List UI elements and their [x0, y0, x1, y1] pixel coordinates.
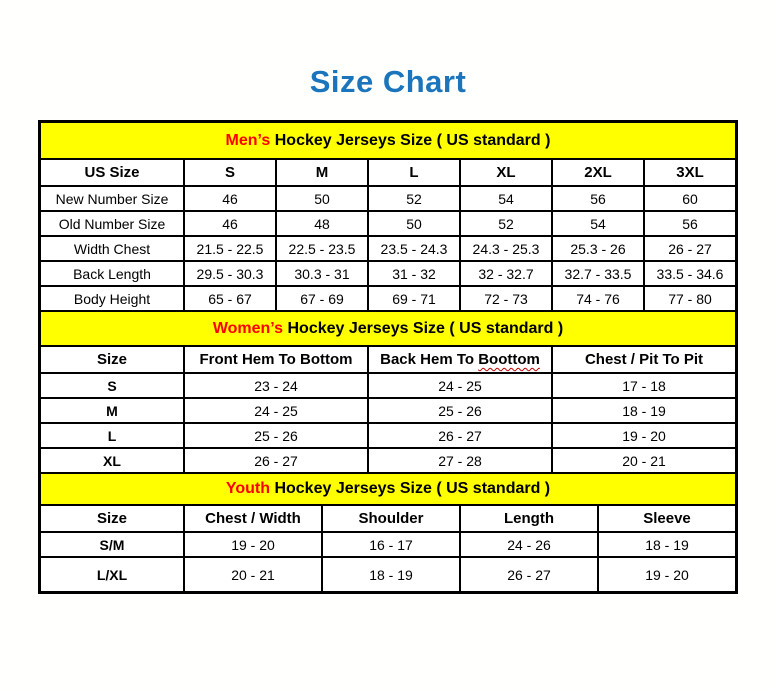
size-value: 21.5 - 22.5 — [184, 236, 276, 261]
column-header: M — [276, 159, 368, 186]
youth-size-table — [39, 472, 737, 593]
row-label: L — [40, 423, 184, 448]
mens-section-title — [40, 122, 736, 159]
row-label: Back Length — [40, 261, 184, 286]
womens-column-header-row — [40, 346, 736, 373]
table-row — [40, 186, 736, 211]
table-row — [40, 557, 736, 592]
size-value: 19 - 20 — [552, 423, 736, 448]
size-value: 23.5 - 24.3 — [368, 236, 460, 261]
size-value: 56 — [644, 211, 736, 236]
mens-heading-text: Hockey Jerseys Size ( US standard ) — [274, 131, 551, 149]
size-value: 72 - 73 — [460, 286, 552, 311]
size-value: 22.5 - 23.5 — [276, 236, 368, 261]
size-value: 54 — [460, 186, 552, 211]
size-value: 33.5 - 34.6 — [644, 261, 736, 286]
youth-section-title — [40, 473, 736, 505]
youth-section-header-row — [40, 473, 736, 505]
row-label: New Number Size — [40, 186, 184, 211]
column-header: L — [368, 159, 460, 186]
table-row — [40, 448, 736, 473]
row-label: S/M — [40, 532, 184, 557]
size-value: 74 - 76 — [552, 286, 644, 311]
table-row — [40, 236, 736, 261]
back-hem-misspelled-word: Boottom — [478, 351, 540, 368]
column-header: Front Hem To Bottom — [184, 346, 368, 373]
mens-size-table — [39, 121, 737, 312]
column-header: Sleeve — [598, 505, 736, 532]
table-row — [40, 398, 736, 423]
size-value: 67 - 69 — [276, 286, 368, 311]
mens-accent-label: Men’s — [225, 131, 271, 149]
column-header: Chest / Pit To Pit — [552, 346, 736, 373]
table-row — [40, 423, 736, 448]
size-value: 26 - 27 — [368, 423, 552, 448]
size-value: 26 - 27 — [460, 557, 598, 592]
row-label: Width Chest — [40, 236, 184, 261]
size-value: 25 - 26 — [184, 423, 368, 448]
mens-section-header-row — [40, 122, 736, 159]
size-value: 30.3 - 31 — [276, 261, 368, 286]
size-value: 20 - 21 — [552, 448, 736, 473]
size-value: 48 — [276, 211, 368, 236]
size-value: 18 - 19 — [552, 398, 736, 423]
size-value: 26 - 27 — [184, 448, 368, 473]
size-value: 24 - 25 — [184, 398, 368, 423]
size-value: 52 — [460, 211, 552, 236]
size-value: 24.3 - 25.3 — [460, 236, 552, 261]
column-header: Shoulder — [322, 505, 460, 532]
size-value: 46 — [184, 211, 276, 236]
size-value: 16 - 17 — [322, 532, 460, 557]
column-header: Size — [40, 505, 184, 532]
size-value: 60 — [644, 186, 736, 211]
size-value: 65 - 67 — [184, 286, 276, 311]
size-value: 32.7 - 33.5 — [552, 261, 644, 286]
youth-heading-text: Hockey Jerseys Size ( US standard ) — [274, 480, 551, 497]
row-label: Old Number Size — [40, 211, 184, 236]
row-label: S — [40, 373, 184, 398]
size-value: 18 - 19 — [598, 532, 736, 557]
back-hem-prefix: Back Hem To — [380, 351, 475, 368]
youth-column-header-row — [40, 505, 736, 532]
size-value: 26 - 27 — [644, 236, 736, 261]
size-value: 50 — [276, 186, 368, 211]
size-value: 25.3 - 26 — [552, 236, 644, 261]
womens-section-header-row — [40, 311, 736, 346]
table-row — [40, 286, 736, 311]
womens-heading-text: Hockey Jerseys Size ( US standard ) — [287, 319, 564, 337]
size-value: 32 - 32.7 — [460, 261, 552, 286]
column-header: Size — [40, 346, 184, 373]
size-value: 18 - 19 — [322, 557, 460, 592]
size-value: 24 - 25 — [368, 373, 552, 398]
column-header-back-hem — [368, 346, 552, 373]
size-value: 54 — [552, 211, 644, 236]
column-header: Length — [460, 505, 598, 532]
size-value: 27 - 28 — [368, 448, 552, 473]
row-label: Body Height — [40, 286, 184, 311]
size-value: 50 — [368, 211, 460, 236]
womens-section-title — [40, 311, 736, 346]
size-value: 19 - 20 — [184, 532, 322, 557]
size-value: 20 - 21 — [184, 557, 322, 592]
size-chart-container — [38, 120, 738, 594]
column-header: 2XL — [552, 159, 644, 186]
size-value: 17 - 18 — [552, 373, 736, 398]
youth-accent-label: Youth — [225, 480, 270, 497]
table-row — [40, 211, 736, 236]
column-header: S — [184, 159, 276, 186]
column-header: US Size — [40, 159, 184, 186]
size-value: 52 — [368, 186, 460, 211]
size-value: 56 — [552, 186, 644, 211]
size-value: 24 - 26 — [460, 532, 598, 557]
womens-size-table — [39, 310, 737, 474]
table-row — [40, 373, 736, 398]
table-row — [40, 532, 736, 557]
womens-accent-label: Women’s — [212, 319, 284, 337]
size-value: 25 - 26 — [368, 398, 552, 423]
size-value: 46 — [184, 186, 276, 211]
row-label: M — [40, 398, 184, 423]
size-value: 31 - 32 — [368, 261, 460, 286]
mens-column-header-row — [40, 159, 736, 186]
column-header: Chest / Width — [184, 505, 322, 532]
page-title: Size Chart — [309, 64, 467, 99]
column-header: 3XL — [644, 159, 736, 186]
size-value: 77 - 80 — [644, 286, 736, 311]
size-value: 29.5 - 30.3 — [184, 261, 276, 286]
size-value: 19 - 20 — [598, 557, 736, 592]
row-label: XL — [40, 448, 184, 473]
row-label: L/XL — [40, 557, 184, 592]
table-row — [40, 261, 736, 286]
size-value: 23 - 24 — [184, 373, 368, 398]
column-header: XL — [460, 159, 552, 186]
size-value: 69 - 71 — [368, 286, 460, 311]
